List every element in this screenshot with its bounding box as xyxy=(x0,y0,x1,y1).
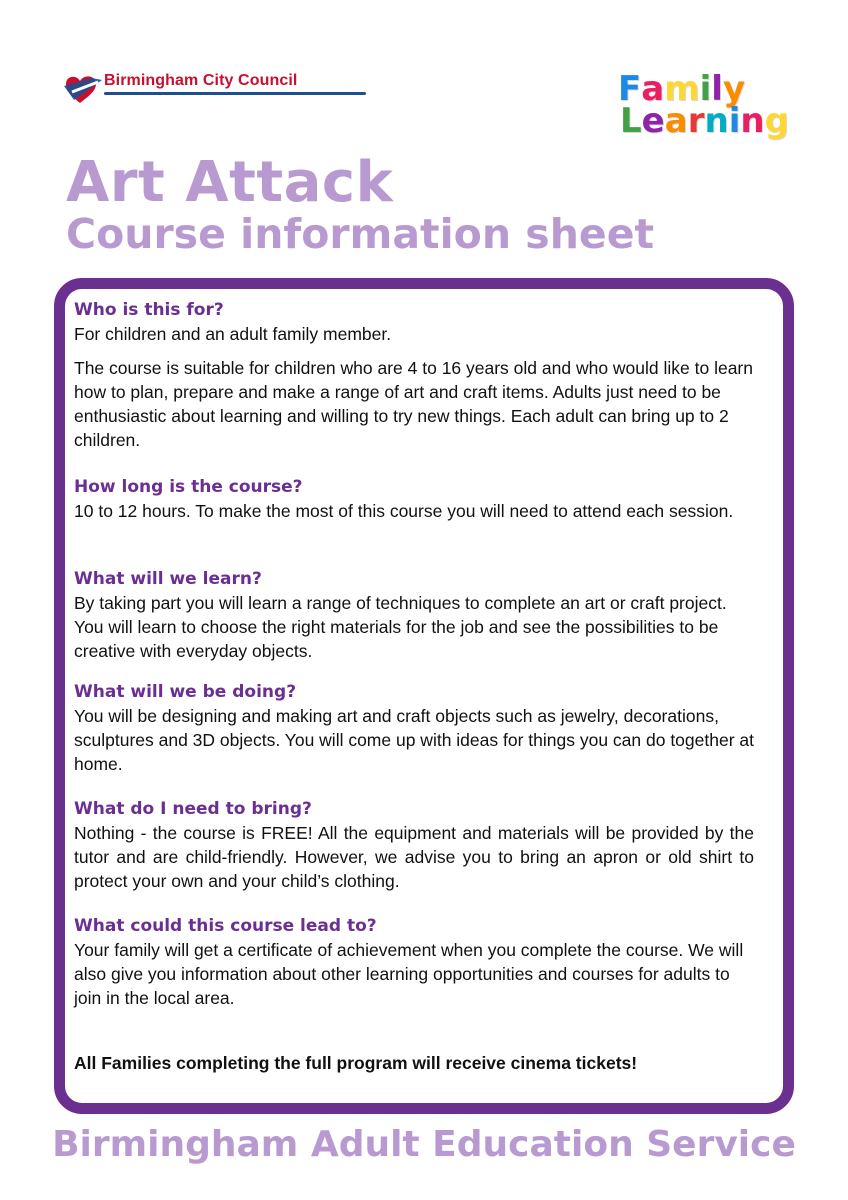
section-heading: What could this course lead to? xyxy=(74,916,377,936)
family-learning-line-1: Family xyxy=(618,69,746,109)
section-heading: Who is this for? xyxy=(74,300,224,320)
section-what-doing xyxy=(74,680,754,776)
section-how-long xyxy=(74,475,754,523)
section-heading: How long is the course? xyxy=(74,477,303,497)
family-learning-line-2: Learning xyxy=(620,101,789,141)
section-what-learn xyxy=(74,567,754,663)
section-text: Your family will get a certificate of achievement when you complete the course. We will also give you information about other learning opportunities and courses for adults to join in the local area. xyxy=(74,940,744,1008)
section-who-for xyxy=(74,298,754,452)
footer-service-name: Birmingham Adult Education Service xyxy=(52,1124,796,1165)
section-heading: What do I need to bring? xyxy=(74,799,312,819)
section-text: For children and an adult family member. xyxy=(74,324,392,344)
section-lead-to xyxy=(74,914,754,1010)
section-text: By taking part you will learn a range of techniques to complete an art or craft project. You will learn to choose the right materials for the job and see the possibilities to be creative with everyday objects. xyxy=(74,593,727,661)
section-what-bring xyxy=(74,797,754,893)
section-text: The course is suitable for children who are 4 to 16 years old and who would like to learn how to plan, prepare and make a range of art and craft items. Adults just need to be enthusiastic about learning and willing to try new things. Each adult can bring up to 2 children. xyxy=(74,358,753,450)
page-subtitle: Course information sheet xyxy=(66,210,655,258)
cinema-tickets-note: All Families completing the full program will receive cinema tickets! xyxy=(74,1053,638,1073)
page-title: Art Attack xyxy=(66,150,394,215)
section-heading: What will we be doing? xyxy=(74,682,297,702)
section-text: You will be designing and making art and craft objects such as jewelry, decorations, sculptures and 3D objects. You will come up with ideas for things you can do together at home. xyxy=(74,706,754,774)
section-text: Nothing - the course is FREE! All the equipment and materials will be provided by the tutor and are child-friendly. However, we advise you to bring an apron or old shirt to protect your own and your child’s clothing. xyxy=(74,823,754,891)
family-learning-logo xyxy=(618,69,789,141)
council-underline xyxy=(104,92,366,95)
council-heart-icon xyxy=(62,72,106,106)
section-heading: What will we learn? xyxy=(74,569,262,589)
section-text: 10 to 12 hours. To make the most of this course you will need to attend each session. xyxy=(74,501,734,521)
council-name: Birmingham City Council xyxy=(104,72,298,89)
